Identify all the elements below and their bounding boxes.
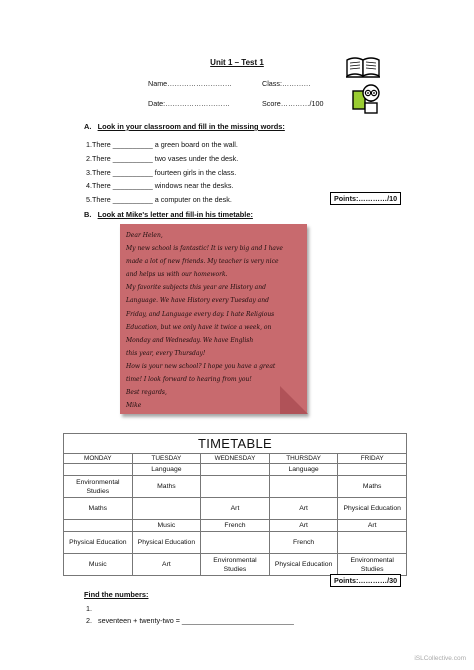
letter-line: Friday, and Language every day. I hate Religious <box>126 310 275 318</box>
timetable-cell[interactable]: Music <box>132 520 201 532</box>
timetable-cell[interactable] <box>64 520 133 532</box>
letter-line: made a lot of new friends. My teacher is very nice <box>126 258 279 266</box>
timetable-cell[interactable]: Language <box>132 464 201 476</box>
letter-line: Mike <box>126 402 142 410</box>
section-a-points[interactable]: Points:…………/10 <box>330 192 401 205</box>
section-a-heading <box>84 122 285 131</box>
timetable-cell[interactable]: Maths <box>132 476 201 498</box>
section-c-instruction: Find the numbers: <box>84 590 149 599</box>
letter-line: Best regards, <box>126 389 167 397</box>
timetable-cell[interactable] <box>132 498 201 520</box>
letter-text <box>126 229 304 412</box>
letter-line: My favorite subjects this year are History and <box>126 284 266 292</box>
timetable-cell[interactable]: Physical Education <box>64 532 133 554</box>
timetable-cell[interactable]: Language <box>269 464 338 476</box>
section-a-item-2[interactable]: 2.There __________ two vases under the desk. <box>86 154 239 163</box>
timetable-cell[interactable]: Physical Education <box>269 554 338 576</box>
section-a-item-1[interactable]: 1.There __________ a green board on the wall. <box>86 140 238 149</box>
timetable-cell[interactable]: French <box>201 520 270 532</box>
section-a-letter: A. <box>84 122 92 131</box>
timetable-cell[interactable]: French <box>269 532 338 554</box>
letter-line: My new school is fantastic! It is very big and I have <box>126 245 283 253</box>
timetable-title: TIMETABLE <box>64 434 407 454</box>
timetable-cell[interactable]: Environmental Studies <box>64 476 133 498</box>
student-reading-icon <box>352 81 382 115</box>
section-b-points[interactable]: Points:…………/30 <box>330 574 401 587</box>
timetable-cell[interactable]: Art <box>132 554 201 576</box>
day-header: WEDNESDAY <box>201 454 270 464</box>
timetable-cell[interactable] <box>338 464 407 476</box>
letter-line: Language. We have History every Tuesday and <box>126 297 269 305</box>
name-field[interactable] <box>148 79 232 88</box>
timetable-cell[interactable]: Art <box>338 520 407 532</box>
section-c-heading <box>84 590 148 599</box>
page-title: Unit 1 – Test 1 <box>210 58 264 67</box>
item-number: 2. <box>86 616 92 625</box>
open-book-icon <box>345 54 381 80</box>
letter-line: Education, but we only have it twice a week, on <box>126 323 272 331</box>
name-blank[interactable]: ……………………… <box>167 79 232 88</box>
day-header: THURSDAY <box>269 454 338 464</box>
timetable-cell[interactable]: Environmental Studies <box>338 554 407 576</box>
section-c-item-1[interactable] <box>86 604 92 613</box>
score-blank[interactable]: ………… <box>280 99 310 108</box>
section-b-letter: B. <box>84 210 92 219</box>
timetable-cell[interactable] <box>338 532 407 554</box>
timetable-cell[interactable] <box>64 464 133 476</box>
timetable-cell[interactable]: Music <box>64 554 133 576</box>
score-total: /100 <box>309 99 324 108</box>
section-a-instruction: Look in your classroom and fill in the missing words: <box>97 122 285 131</box>
timetable-cell[interactable]: Physical Education <box>338 498 407 520</box>
class-blank[interactable]: ………… <box>281 79 311 88</box>
timetable-cell[interactable]: Maths <box>64 498 133 520</box>
watermark-footer: iSLCollective.com <box>414 655 466 662</box>
day-header: MONDAY <box>64 454 133 464</box>
section-b-heading <box>84 210 253 219</box>
letter-line: How is your new school? I hope you have a great <box>126 362 276 370</box>
section-c-item-2[interactable] <box>86 616 294 625</box>
timetable <box>63 433 407 576</box>
class-field[interactable] <box>262 79 311 88</box>
timetable-cell[interactable]: Environmental Studies <box>201 554 270 576</box>
item-number: 1. <box>86 604 92 613</box>
class-label: Class: <box>262 79 282 88</box>
date-field[interactable] <box>148 99 230 108</box>
letter-line: this year, every Thursday! <box>126 349 206 357</box>
date-blank[interactable]: ……………………… <box>165 99 230 108</box>
timetable-cell[interactable] <box>201 532 270 554</box>
section-a-item-5[interactable]: 5.There __________ a computer on the desk. <box>86 195 232 204</box>
day-header: FRIDAY <box>338 454 407 464</box>
section-b-instruction: Look at Mike's letter and fill-in his timetable: <box>97 210 253 219</box>
timetable-cell[interactable]: Physical Education <box>132 532 201 554</box>
timetable-cell[interactable] <box>201 464 270 476</box>
timetable-cell[interactable] <box>201 476 270 498</box>
timetable-cell[interactable]: Maths <box>338 476 407 498</box>
name-label: Name <box>148 79 168 88</box>
date-label: Date: <box>148 99 166 108</box>
letter-line: Monday and Wednesday. We have English <box>126 336 254 344</box>
letter-line: Dear Helen, <box>126 232 163 239</box>
timetable-cell[interactable] <box>269 476 338 498</box>
letter-line: and helps us with our homework. <box>126 271 228 279</box>
score-field[interactable] <box>262 99 324 108</box>
day-header: TUESDAY <box>132 454 201 464</box>
timetable-cell[interactable]: Art <box>269 498 338 520</box>
timetable-cell[interactable]: Art <box>201 498 270 520</box>
score-label: Score <box>262 99 281 108</box>
section-a-item-3[interactable]: 3.There __________ fourteen girls in the class. <box>86 168 237 177</box>
timetable-cell[interactable]: Art <box>269 520 338 532</box>
section-a-item-4[interactable]: 4.There __________ windows near the desks. <box>86 181 234 190</box>
item-text[interactable]: seventeen + twenty-two = ____________________________ <box>98 616 294 625</box>
letter-line: time! I look forward to hearing from you! <box>126 376 252 384</box>
